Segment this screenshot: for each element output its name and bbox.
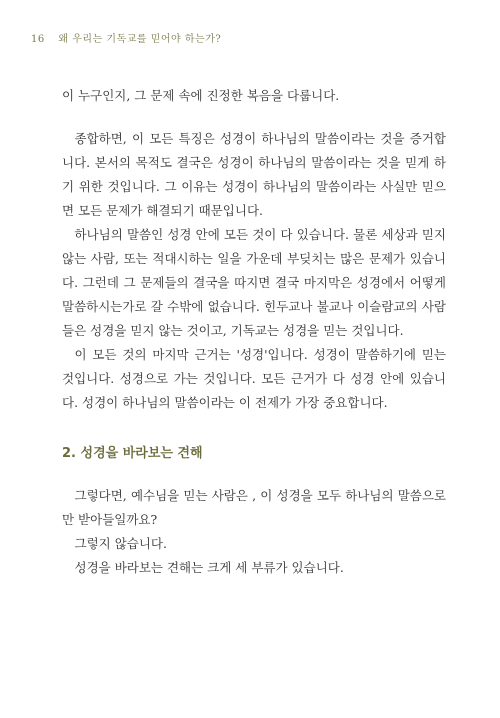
- section1-body: [62, 127, 446, 415]
- intro-line: 이 누구인지, 그 문제 속에 진정한 복음을 다룹니다.: [62, 88, 340, 103]
- book-title: 왜 우리는 기독교를 믿어야 하는가?: [58, 34, 222, 45]
- running-header: [31, 30, 221, 45]
- paragraph: 그렇지 않습니다.: [74, 536, 167, 551]
- paragraph: 이 모든 것의 마지막 근거는 '성경'입니다. 성경이 말씀하기에 믿는 것입니다. 성경으로 가는 것입니다. 모든 근거가 다 성경 안에 있습니다. 성경이 하나님의 말씀이라는 이 전제가 가장 중요합니다.: [62, 347, 446, 410]
- paragraph: 종합하면, 이 모든 특징은 성경이 하나님의 말씀이라는 것을 증거합니다. 본서의 목적도 결국은 성경이 하나님의 말씀이라는 것을 믿게 하기 위한 것입니다. 그 이유는 성경이 하나님의 말씀이라는 사실만 믿으면 모든 문제가 해결되기 때문입니다.: [62, 131, 446, 218]
- paragraph: 그렇다면, 예수님을 믿는 사람은 , 이 성경을 모두 하나님의 말씀으로만 받아들일까요?: [62, 488, 446, 527]
- page-number: 16: [31, 34, 45, 45]
- intro-text: [62, 84, 446, 108]
- paragraph: 하나님의 말씀인 성경 안에 모든 것이 다 있습니다. 물론 세상과 믿지 않는 사람, 또는 적대시하는 일을 가운데 부딪치는 많은 문제가 있습니다. 그런데 그 문제들의 결국을 따지면 결국 마지막은 성경에서 어떻게 말씀하시는가로 갈 수밖에 없습니다. 힌두교나 불교나 이슬람교의 사람들은 성경을 믿지 않는 것이고, 기독교는 성경을 믿는 것입니다.: [62, 227, 446, 338]
- paragraph: 성경을 바라보는 견해는 크게 세 부류가 있습니다.: [74, 560, 344, 575]
- section2-body: [62, 484, 446, 580]
- section-heading: 2. 성경을 바라보는 견해: [62, 446, 203, 461]
